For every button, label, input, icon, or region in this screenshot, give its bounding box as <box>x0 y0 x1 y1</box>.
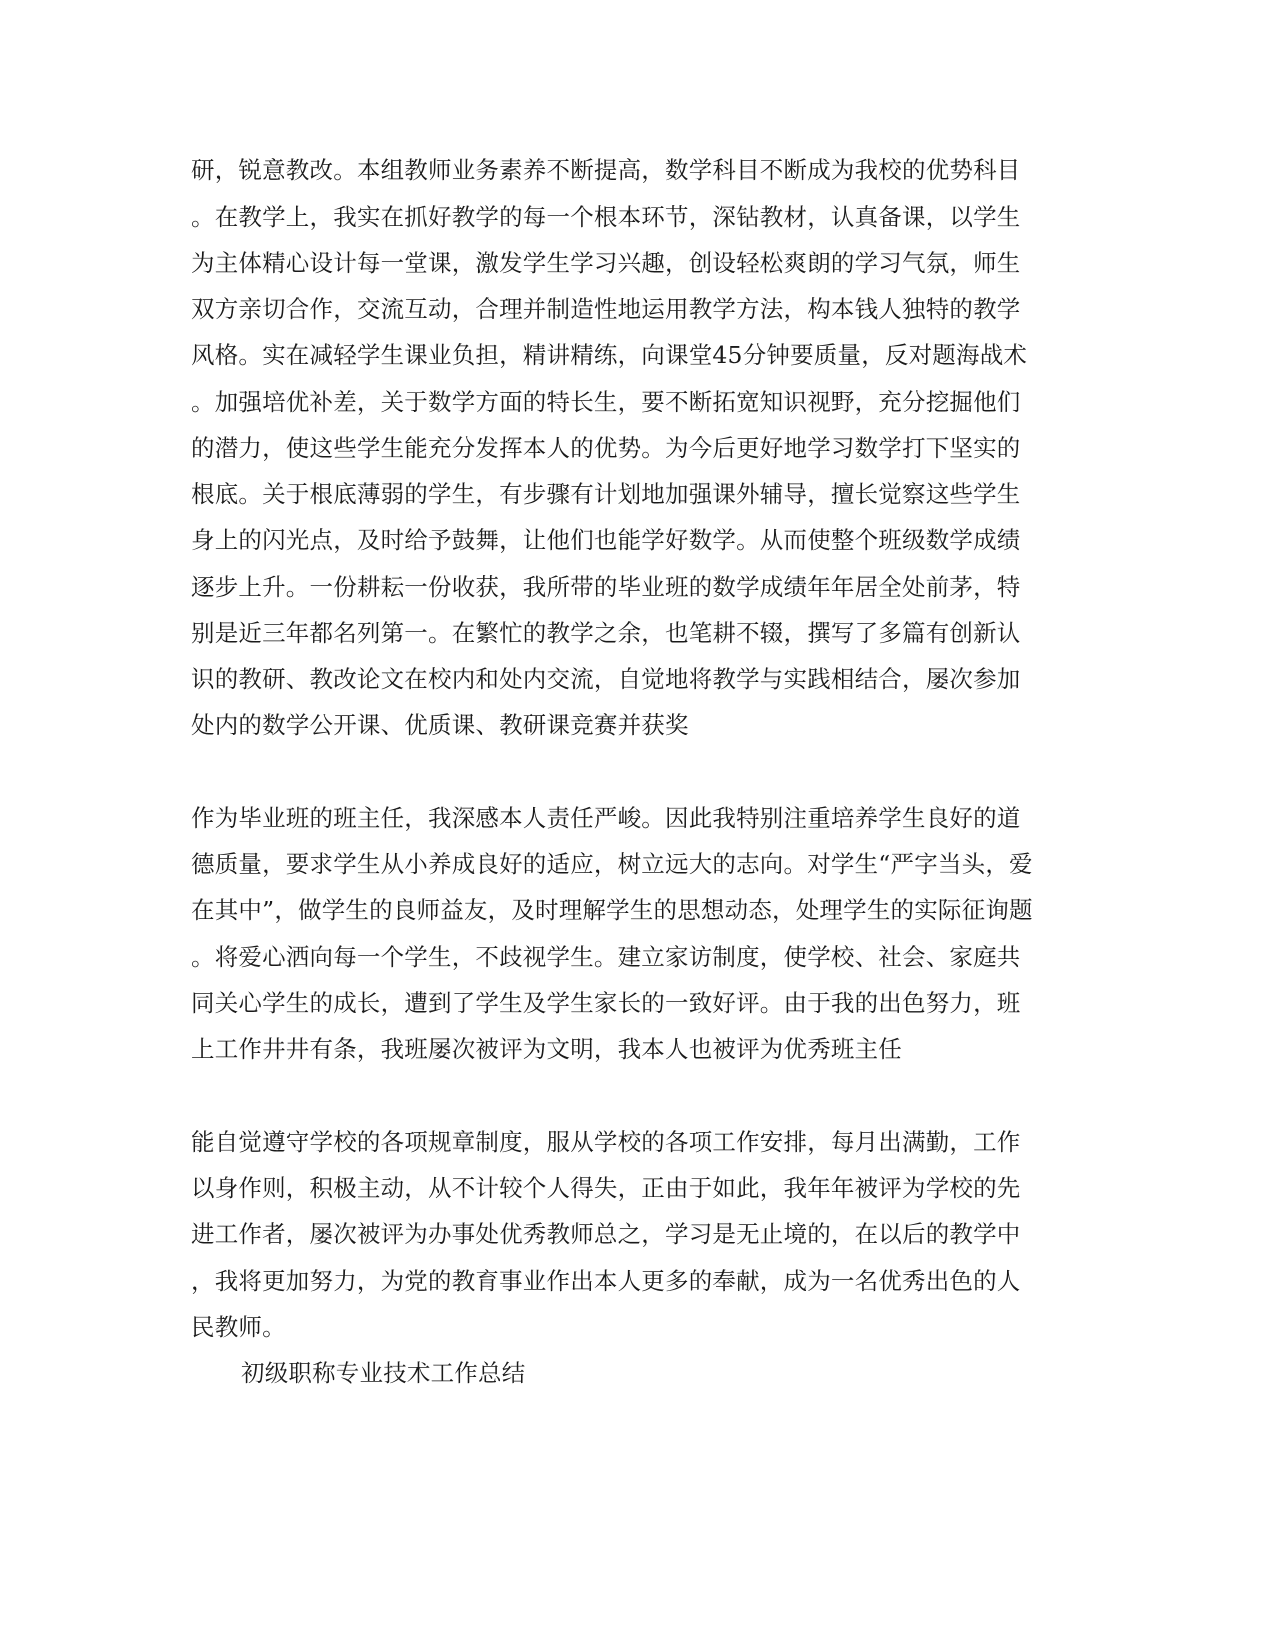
text-line: 风格。实在减轻学生课业负担，精讲精练，向课堂45分钟要质量，反对题海战术 <box>191 341 1028 369</box>
text-line: 处内的数学公开课、优质课、教研课竞赛并获奖 <box>191 711 689 739</box>
text-line: 进工作者，屡次被评为办事处优秀教师总之，学习是无止境的，在以后的教学中 <box>191 1220 1021 1248</box>
text-line: 别是近三年都名列第一。在繁忙的教学之余，也笔耕不辍，撰写了多篇有创新认 <box>191 619 1021 647</box>
text-line: 德质量，要求学生从小养成良好的适应，树立远大的志向。对学生“严字当头，爱 <box>191 850 1033 878</box>
text-line: 上工作井井有条，我班屡次被评为文明，我本人也被评为优秀班主任 <box>191 1035 902 1063</box>
text-line: 为主体精心设计每一堂课，激发学生学习兴趣，创设轻松爽朗的学习气氛，师生 <box>191 249 1021 277</box>
text-line: 逐步上升。一份耕耘一份收获，我所带的毕业班的数学成绩年年居全处前茅，特 <box>191 573 1021 601</box>
section-heading: 初级职称专业技术工作总结 <box>241 1359 526 1387</box>
text-line: 在其中”，做学生的良师益友，及时理解学生的思想动态，处理学生的实际征询题 <box>191 896 1033 924</box>
text-line: 根底。关于根底薄弱的学生，有步骤有计划地加强课外辅导，擅长觉察这些学生 <box>191 480 1021 508</box>
text-line: 同关心学生的成长，遭到了学生及学生家长的一致好评。由于我的出色努力，班 <box>191 989 1021 1017</box>
text-line: 民教师。 <box>191 1313 286 1341</box>
text-line: 。将爱心洒向每一个学生，不歧视学生。建立家访制度，使学校、社会、家庭共 <box>191 943 1021 971</box>
text-line: 识的教研、教改论文在校内和处内交流，自觉地将教学与实践相结合，屡次参加 <box>191 665 1021 693</box>
text-line: 的潜力，使这些学生能充分发挥本人的优势。为今后更好地学习数学打下坚实的 <box>191 434 1021 462</box>
text-line: 研，锐意教改。本组教师业务素养不断提高，数学科目不断成为我校的优势科目 <box>191 156 1021 184</box>
text-line: 。在教学上，我实在抓好教学的每一个根本环节，深钻教材，认真备课，以学生 <box>191 203 1021 231</box>
text-line: 能自觉遵守学校的各项规章制度，服从学校的各项工作安排，每月出满勤，工作 <box>191 1128 1021 1156</box>
text-line: 以身作则，积极主动，从不计较个人得失，正由于如此，我年年被评为学校的先 <box>191 1174 1021 1202</box>
text-line: 。加强培优补差，关于数学方面的特长生，要不断拓宽知识视野，充分挖掘他们 <box>191 388 1021 416</box>
text-line: 双方亲切合作，交流互动，合理并制造性地运用教学方法，构本钱人独特的教学 <box>191 295 1021 323</box>
text-line: 身上的闪光点，及时给予鼓舞，让他们也能学好数学。从而使整个班级数学成绩 <box>191 526 1021 554</box>
text-line: 作为毕业班的班主任，我深感本人责任严峻。因此我特别注重培养学生良好的道 <box>191 804 1021 832</box>
text-line: ，我将更加努力，为党的教育事业作出本人更多的奉献，成为一名优秀出色的人 <box>191 1267 1021 1295</box>
